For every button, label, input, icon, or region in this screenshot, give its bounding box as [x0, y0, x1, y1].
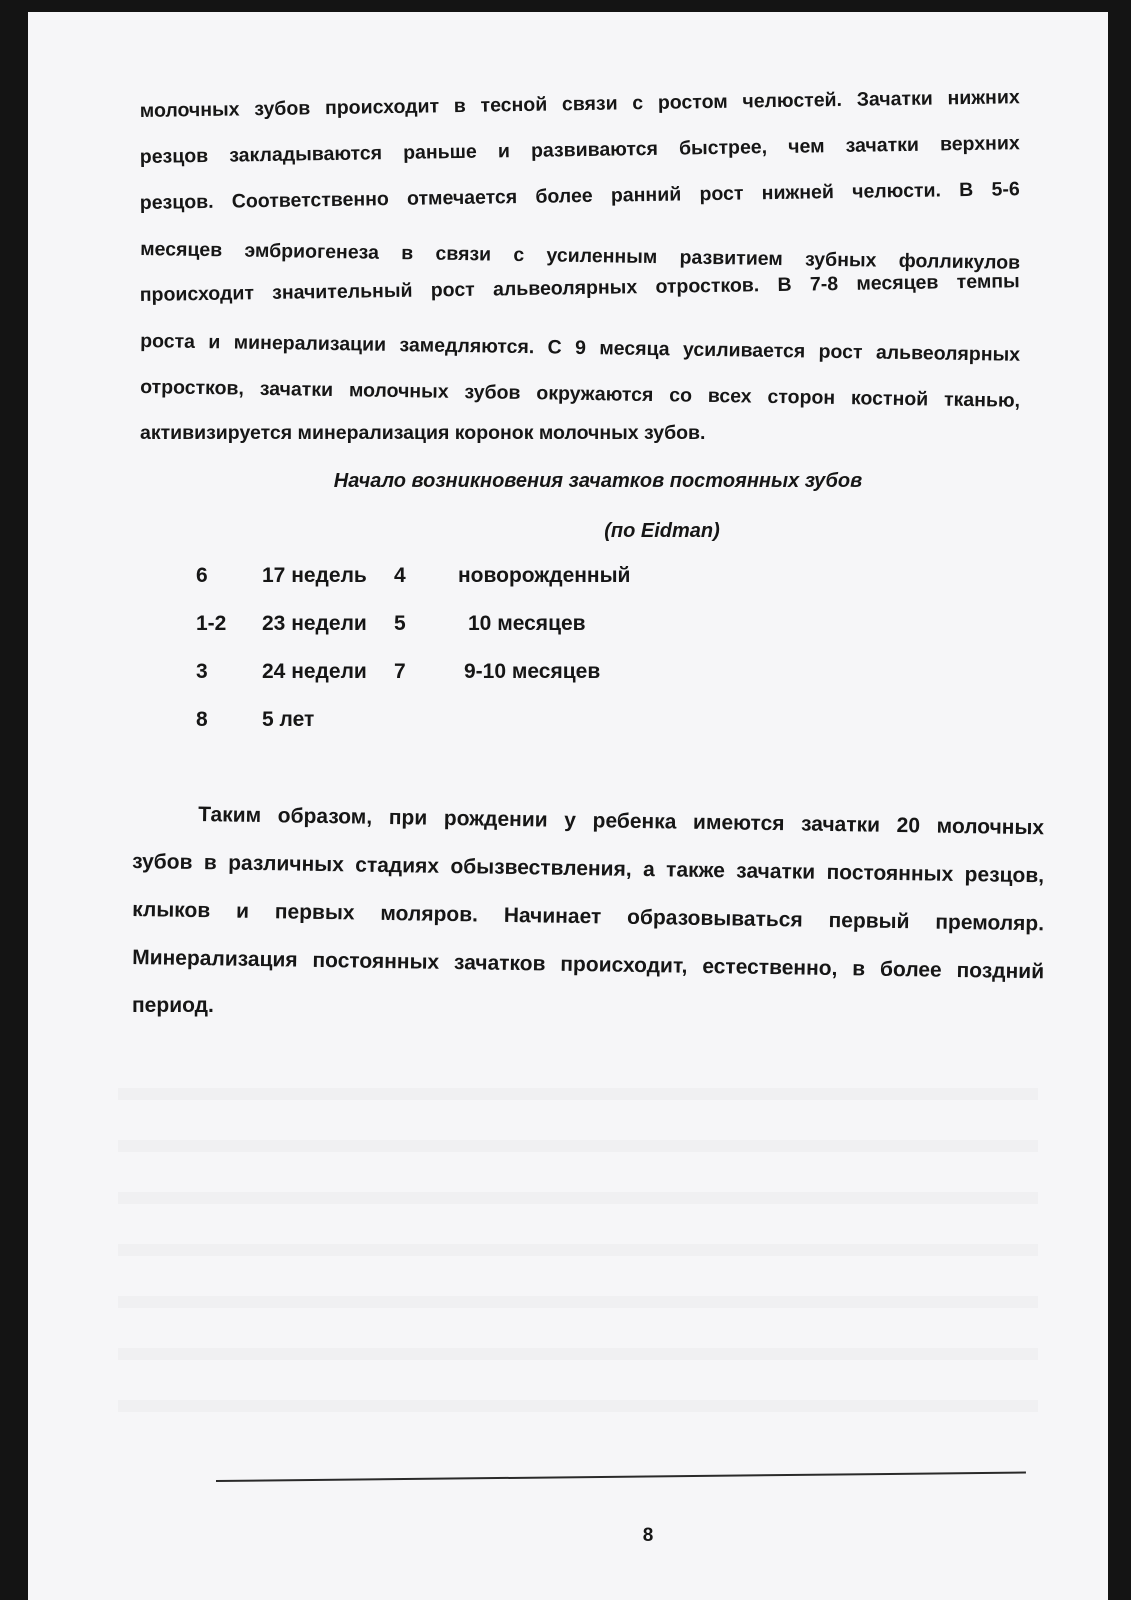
paragraph-line: молочных зубов происходит в тесной связи с ростом челюстей. Зачатки нижних [139, 86, 1020, 123]
paragraph-line: клыков и первых моляров. Начинает образовываться первый премоляр. [132, 898, 1045, 936]
onset-age: 23 недели [262, 612, 367, 635]
table-row [196, 612, 716, 642]
onset-age: новорожденный [458, 564, 631, 587]
table-title: Начало возникновения зачатков постоянных зубов [333, 470, 863, 492]
paragraph-line: отростков, зачатки молочных зубов окружаются со всех сторон костной тканью, [140, 376, 1021, 412]
paragraph-line: Минерализация постоянных зачатков происходит, естественно, в более поздний [132, 946, 1045, 984]
onset-age: 10 месяцев [468, 612, 586, 635]
paragraph-line: резцов закладываются раньше и развиваются быстрее, чем зачатки верхних [139, 132, 1020, 169]
paragraph-line: месяцев эмбриогенеза в связи с усиленным развитием зубных фолликулов [140, 238, 1021, 274]
bleed-through-texture [118, 1072, 1038, 1452]
paragraph-line: резцов. Соответственно отмечается более ранний рост нижней челюсти. В 5-6 [139, 178, 1020, 215]
table-subtitle: (по Eidman) [604, 520, 720, 542]
tooth-number: 7 [394, 660, 406, 683]
page-number: 8 [642, 1525, 654, 1546]
onset-age: 5 лет [262, 708, 315, 731]
table-row [196, 564, 716, 594]
table-row [196, 708, 716, 738]
table-row [196, 660, 716, 690]
paragraph-line: происходит значительный рост альвеолярных отростков. В 7-8 месяцев темпы [139, 270, 1020, 307]
tooth-number: 4 [394, 564, 406, 587]
tooth-number: 6 [196, 564, 208, 587]
paragraph-line: Таким образом, при рождении у ребенка имеются зачатки 20 молочных [198, 803, 1045, 840]
paragraph-line: активизируется минерализация коронок молочных зубов. [140, 422, 706, 444]
footer-rule [216, 1472, 1026, 1482]
intro-paragraph [139, 86, 1021, 468]
tooth-number: 5 [394, 612, 406, 635]
onset-age: 24 недели [262, 660, 367, 683]
paragraph-line: зубов в различных стадиях обызвествления, а также зачатки постоянных резцов, [132, 850, 1045, 888]
tooth-number: 3 [196, 660, 208, 683]
onset-age: 17 недель [262, 564, 367, 587]
paragraph-line: период. [132, 994, 214, 1017]
onset-age: 9-10 месяцев [464, 660, 601, 683]
tooth-number: 1-2 [196, 612, 227, 635]
conclusion-paragraph [132, 802, 1044, 1042]
paragraph-line: роста и минерализации замедляются. С 9 месяца усиливается рост альвеолярных [140, 330, 1021, 366]
document-page [28, 12, 1108, 1600]
tooth-number: 8 [196, 708, 208, 731]
